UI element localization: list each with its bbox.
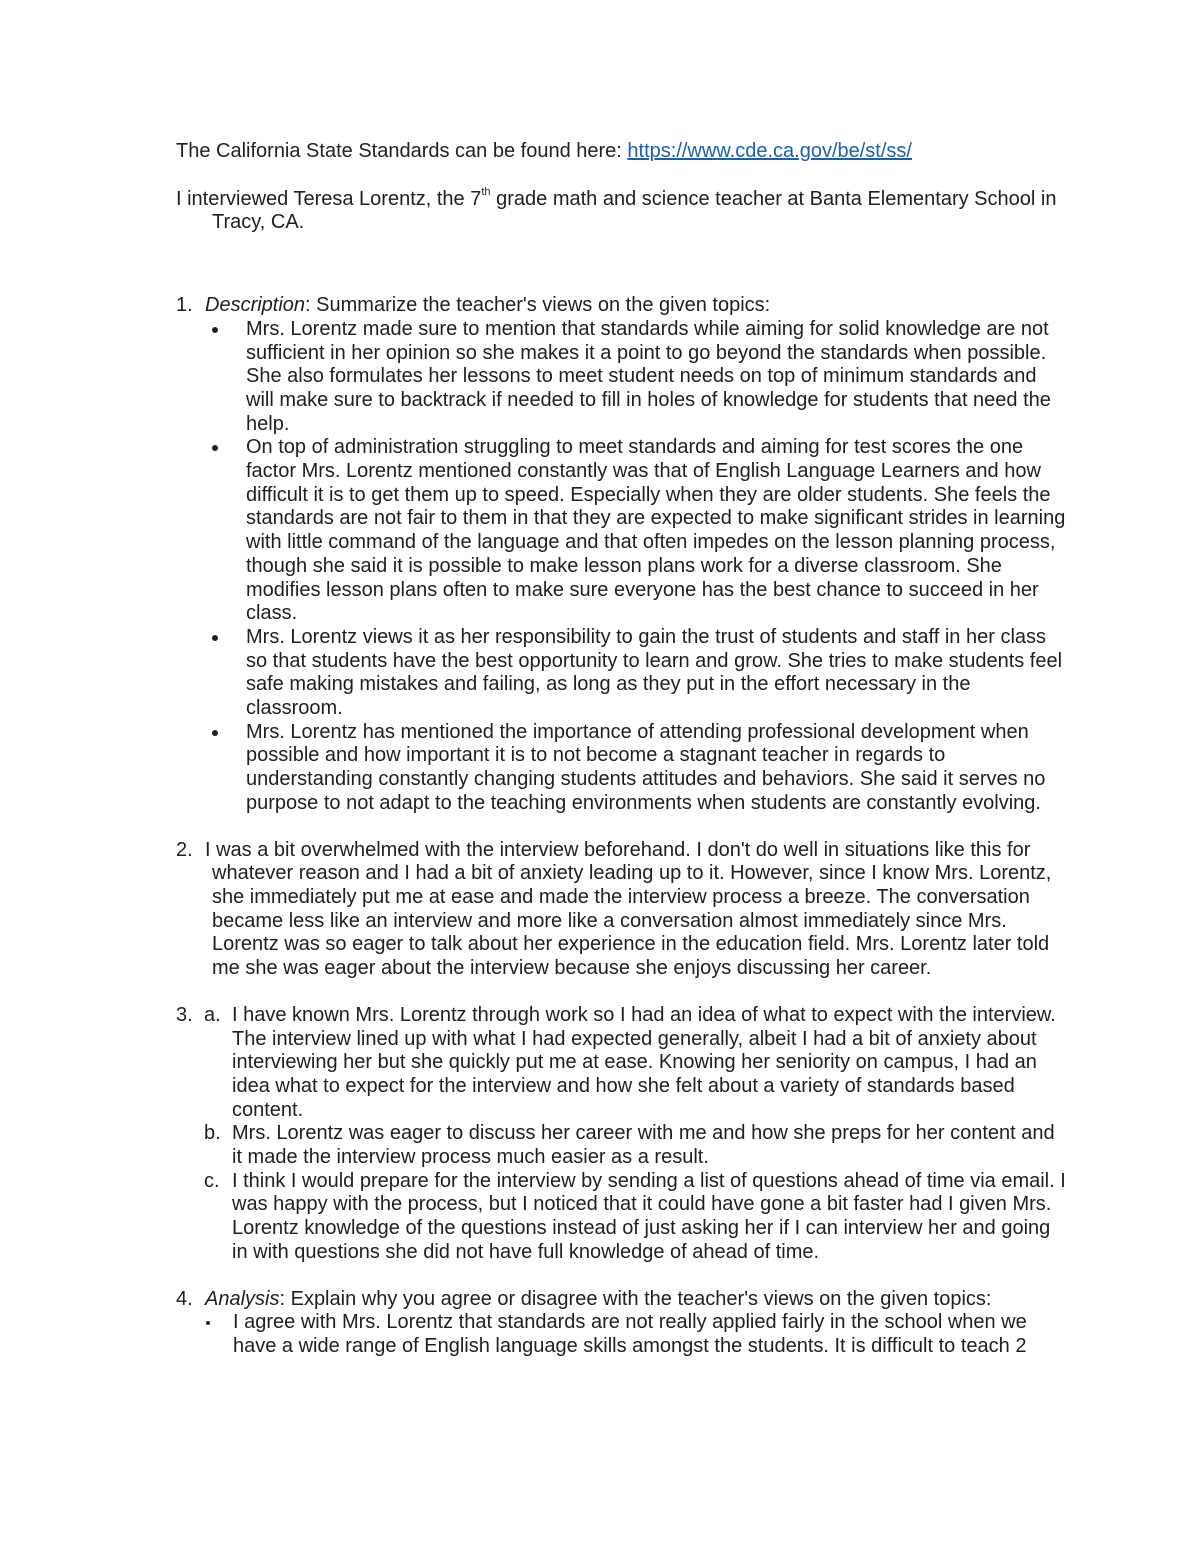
section-3-item-c-text: I think I would prepare for the interview by sending a list of questions ahead of time via email. I was happy with the process, but I noticed that it could have gone a bit faster had I given Mrs. Lorentz knowledge of the questions instead of just asking her if I can interview her and going in with questions she did not have full knowledge of ahead of time. bbox=[232, 1169, 1066, 1263]
section-4-prompt: : Explain why you agree or disagree with the teacher's views on the given topics: bbox=[279, 1287, 992, 1310]
section-1-bullets bbox=[176, 318, 1066, 816]
section-1-number: 1. bbox=[176, 294, 193, 317]
document-page bbox=[176, 140, 1066, 1359]
interview-text-start: I interviewed Teresa Lorentz, the 7 bbox=[176, 187, 482, 210]
bullet-icon bbox=[212, 327, 218, 333]
bullet-icon bbox=[212, 730, 218, 736]
section-3-item-b bbox=[204, 1122, 1066, 1169]
section-3-item-a bbox=[204, 1004, 1066, 1123]
section-1-heading bbox=[205, 294, 1066, 318]
section-1 bbox=[176, 294, 1066, 318]
standards-link[interactable]: https://www.cde.ca.gov/be/st/ss/ bbox=[627, 140, 912, 162]
bullet-icon bbox=[212, 445, 218, 451]
section-4-bullets bbox=[205, 1311, 1066, 1358]
section-3-item-c bbox=[204, 1170, 1066, 1265]
interview-text-end: grade math and science teacher at Banta Elementary School in Tracy, CA. bbox=[212, 187, 1057, 234]
list-item bbox=[176, 436, 1066, 626]
standards-paragraph bbox=[176, 140, 1066, 164]
grade-superscript: th bbox=[481, 186, 491, 199]
section-2 bbox=[176, 839, 1066, 981]
section-2-number: 2. bbox=[176, 838, 193, 861]
standards-text: The California State Standards can be found here: bbox=[176, 140, 628, 162]
bullet-icon bbox=[212, 635, 218, 641]
section-4-label: Analysis bbox=[205, 1287, 280, 1310]
list-item bbox=[176, 626, 1066, 721]
section-3-item-b-label: b. bbox=[204, 1122, 221, 1145]
list-item bbox=[176, 318, 1066, 437]
section-4 bbox=[176, 1288, 1066, 1359]
bullet-text: Mrs. Lorentz made sure to mention that standards while aiming for solid knowledge are not sufficient in her opinion so she makes it a point to go beyond the standards when possible. She also formulates her lessons to meet student needs on top of minimum standards and will make sure to backtrack if needed to fill in holes of knowledge for students that need the help. bbox=[246, 317, 1051, 435]
section-3-number: 3. bbox=[176, 1003, 193, 1026]
bullet-text: Mrs. Lorentz has mentioned the importance of attending professional development when possible and how important it is to not become a stagnant teacher in regards to understanding constantly changing students attitudes and behaviors. She said it serves no purpose to not adapt to the teaching environments when students are constantly evolving. bbox=[246, 720, 1046, 814]
section-4-number: 4. bbox=[176, 1287, 193, 1310]
section-3-item-b-text: Mrs. Lorentz was eager to discuss her career with me and how she preps for her content and it made the interview process much easier as a result. bbox=[232, 1122, 1055, 1169]
bullet-icon bbox=[206, 1321, 210, 1325]
section-3-item-c-label: c. bbox=[204, 1169, 220, 1192]
section-1-label: Description bbox=[205, 294, 306, 317]
section-3 bbox=[176, 1004, 1066, 1265]
interview-paragraph bbox=[176, 188, 1066, 235]
bullet-text: Mrs. Lorentz views it as her responsibility to gain the trust of students and staff in her class so that students have the best opportunity to learn and grow. She tries to make students feel safe making mistakes and failing, as long as they put in the effort necessary in the classroom. bbox=[246, 625, 1063, 720]
section-3-item-a-label: a. bbox=[204, 1003, 221, 1026]
list-item bbox=[205, 1311, 1066, 1358]
section-1-prompt: : Summarize the teacher's views on the given topics: bbox=[305, 294, 771, 317]
bullet-text: I agree with Mrs. Lorentz that standards are not really applied fairly in the school when we have a wide range of English language skills amongst the students. It is difficult to teach 2 bbox=[233, 1311, 1027, 1357]
bullet-text: On top of administration struggling to meet standards and aiming for test scores the one factor Mrs. Lorentz mentioned constantly was that of English Language Learners and how difficult it is to get them up to speed. Especially when they are older students. She feels the standards are not fair to them in that they are expected to make significant strides in learning with little command of the language and that often impedes on the lesson planning process, though she said it is possible to make lesson plans work for a diverse classroom. She modifies lesson plans often to make sure everyone has the best chance to succeed in her class. bbox=[246, 436, 1066, 625]
section-4-heading bbox=[205, 1288, 1066, 1312]
list-item bbox=[176, 721, 1066, 816]
section-3-item-a-text: I have known Mrs. Lorentz through work so I had an idea of what to expect with the interview. The interview lined up with what I had expected generally, albeit I had a bit of anxiety about interviewing her but she quickly put me at ease. Knowing her seniority on campus, I had an idea what to expect for the interview and how she felt about a variety of standards based content. bbox=[232, 1003, 1056, 1121]
section-2-text: I was a bit overwhelmed with the interview beforehand. I don't do well in situations like this for whatever reason and I had a bit of anxiety leading up to it. However, since I know Mrs. Lorentz, she immediately put me at ease and made the interview process a breeze. The conversation became less like an interview and more like a conversation almost immediately since Mrs. Lorentz was so eager to talk about her experience in the education field. Mrs. Lorentz later told me she was eager about the interview because she enjoys discussing her career. bbox=[205, 838, 1052, 980]
